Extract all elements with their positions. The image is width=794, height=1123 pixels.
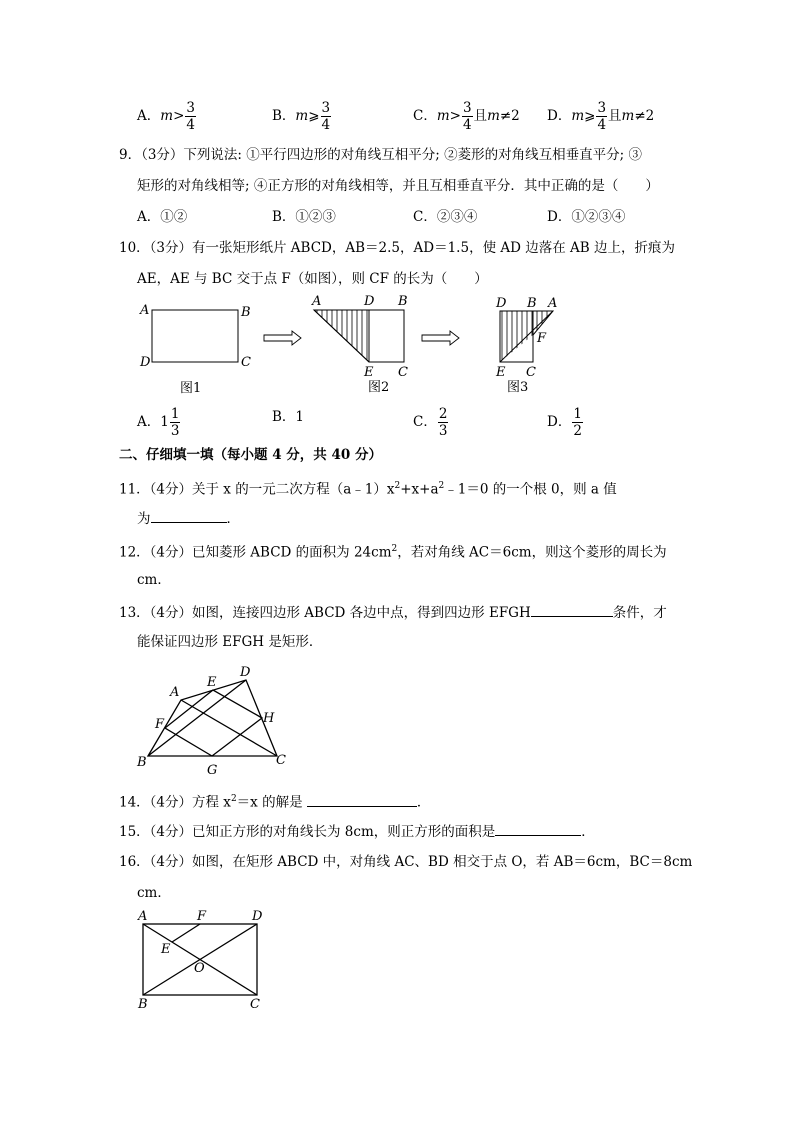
q11-line1: 11．（4分）关于 x 的一元二次方程$(a﹣1)x^2+x+a^2﹣1=0$ 的一个根 0，则 a 值 [119,481,617,498]
fig1-label-d: D [140,355,151,370]
q15-line: 15．（4分）已知正方形的对角线长为 8cm，则正方形的面积是 ． [119,821,595,841]
fig3-label-e: E [496,365,506,380]
q10-option-d: D． $\frac{1}{2}$ [547,406,582,439]
fig3-caption: 图3 [507,380,529,395]
q16-label-b: B [138,997,148,1012]
q10-option-a: A．1 $\frac{1}{3}$ [137,406,180,439]
q9-option-b: B．①②③ [272,209,336,225]
q16-label-e: E [161,942,171,957]
q9-option-c: C．②③④ [413,209,478,225]
q10-option-b: B．1 [272,409,305,425]
q10-option-c: C． $\frac{2}{3}$ [413,406,448,439]
q16-label-o: O [194,961,205,976]
fig2-label-a: A [312,294,322,309]
q8-option-a: A．m> $\frac{3}{4}$ [137,100,195,133]
fig2-label-e: E [364,365,374,380]
q8-option-d: D．m⩾ $\frac{3}{4}$ 且m≠2 [547,100,655,133]
q11-line2: 为 ． [137,508,240,528]
section-2-heading: 二、仔细填一填（每小题 4 分，共 40 分） [119,447,382,463]
q8-option-c: C．m> $\frac{3}{4}$ 且m≠2 [413,100,520,133]
q16-label-d: D [252,909,263,924]
q16-segment-fe [172,924,200,942]
q9-line1: 9．（3分）下列说法: ①平行四边形的对角线互相平分; ②菱形的对角线互相垂直平分; ③ [119,147,642,163]
q16-label-a: A [138,909,148,924]
q13-label-e: E [207,675,217,690]
q12-line2: cm． [137,572,171,588]
q13-label-f: F [155,717,165,732]
q14-line: 14．（4分）方程 $x^2=x$ 的解是 ． [119,790,430,812]
q16-line1: 16．（4分）如图，在矩形 ABCD 中，对角线 AC、BD 相交于点 O，若 AB＝6cm，BC＝8cm [119,854,693,870]
q16-label-c: C [250,997,260,1012]
q13-line2: 能保证四边形 EFGH 是矩形． [137,634,323,650]
fig1-label-c: C [241,355,251,370]
fig3-label-a: A [548,296,558,311]
q13-label-g: G [207,763,218,778]
fig3-label-d: D [496,296,507,311]
fig2-label-b: B [398,294,408,309]
q13-label-h: H [263,711,275,726]
q16-label-f: F [197,909,207,924]
fig3-label-b: B [527,296,537,311]
q10-line1: 10．（3分）有一张矩形纸片 ABCD，AB＝2.5，AD＝1.5，使 AD 边落在 AB 边上，折痕为 [119,240,675,256]
q9-option-a: A．①② [137,209,188,225]
q8-option-b: B．m⩾ $\frac{3}{4}$ [272,100,331,133]
q9-line2: 矩形的对角线相等; ④正方形的对角线相等，并且互相垂直平分．其中正确的是（ ） [137,178,659,194]
q13-label-b: B [137,755,147,770]
q13-label-a: A [170,685,180,700]
fig2-label-c: C [398,365,408,380]
fig1-caption: 图1 [180,381,202,396]
fig1-label-a: A [140,303,150,318]
q9-option-d: D．①②③④ [547,209,626,225]
fig2-label-d: D [364,294,375,309]
q13-line1: 13．（4分）如图，连接四边形 ABCD 各边中点，得到四边形 EFGH 条件，才 [119,602,667,622]
fig3-label-c: C [526,365,536,380]
q13-label-d: D [240,665,251,680]
q12-line1: 12．（4分）已知菱形 ABCD 的面积为 $24cm^2$，若对角线 AC＝6cm，则这个菱形的周长为 [119,544,667,561]
fig3-label-f: F [537,331,547,346]
q10-line2: AE，AE 与 BC 交于点 F（如图），则 CF 的长为（ ） [137,271,488,287]
q16-line2: cm． [137,885,171,901]
fig1-label-b: B [241,305,251,320]
fig2-caption: 图2 [368,380,390,395]
q13-label-c: C [276,753,286,768]
